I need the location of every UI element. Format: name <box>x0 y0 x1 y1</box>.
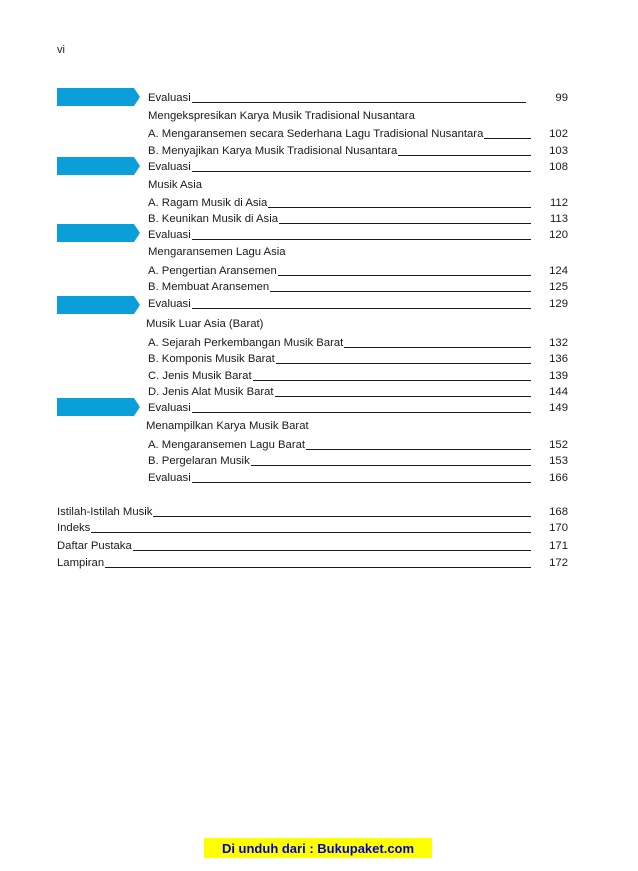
toc-entry-label: Evaluasi <box>148 472 191 484</box>
toc-leader-line <box>91 531 531 533</box>
toc-entry-label: Evaluasi <box>148 92 191 104</box>
toc-entry-label: B. Membuat Aransemen <box>148 281 270 293</box>
toc-entry-label: D. Jenis Alat Musik Barat <box>148 386 274 398</box>
toc-entry-label: B. Menyajikan Karya Musik Tradisional Nusantara <box>148 145 398 157</box>
toc-entry[interactable] <box>57 553 533 570</box>
toc-leader-line <box>105 566 531 568</box>
toc-page-number: 170 <box>549 522 568 534</box>
download-footer[interactable]: Di unduh dari : Bukupaket.com <box>204 838 432 858</box>
toc-page-number: 172 <box>549 557 568 569</box>
section-heading: Musik Asia <box>148 179 202 191</box>
toc-leader-line <box>251 464 531 466</box>
section-heading: Mengekspresikan Karya Musik Tradisional Nusantara <box>148 110 415 122</box>
toc-entry[interactable] <box>57 518 533 535</box>
toc-leader-line <box>253 379 531 381</box>
toc-page-number: 112 <box>549 197 568 209</box>
chapter-tab-arrow <box>134 398 140 416</box>
toc-page-number: 153 <box>549 455 568 467</box>
chapter-tab-arrow <box>134 296 140 314</box>
toc-entry-label: B. Keunikan Musik di Asia <box>148 213 278 225</box>
toc-leader-line <box>192 307 531 309</box>
toc-entry-label: Daftar Pustaka <box>57 540 132 552</box>
toc-entry-label: A. Pengertian Aransemen <box>148 265 277 277</box>
toc-leader-line <box>270 290 531 292</box>
toc-leader-line <box>484 137 531 139</box>
toc-page-number: 108 <box>549 161 568 173</box>
toc-entry[interactable] <box>148 157 533 174</box>
chapter-tab <box>57 224 134 242</box>
toc-page-number: 120 <box>549 229 568 241</box>
chapter-tab-arrow <box>134 157 140 175</box>
toc-page-number: 129 <box>549 298 568 310</box>
toc-entry[interactable] <box>148 451 533 468</box>
toc-page-number: 132 <box>549 337 568 349</box>
toc-page-number: 144 <box>549 386 568 398</box>
toc-entry-label: Lampiran <box>57 557 105 569</box>
toc-entry[interactable] <box>148 435 533 452</box>
toc-entry-label: Istilah-Istilah Musik <box>57 506 153 518</box>
toc-page-number: 149 <box>549 402 568 414</box>
toc-leader-line <box>192 411 531 413</box>
toc-leader-line <box>275 395 531 397</box>
toc-page-number: 168 <box>549 506 568 518</box>
toc-leader-line <box>192 101 526 103</box>
toc-entry-label: Evaluasi <box>148 298 191 310</box>
toc-leader-line <box>278 274 531 276</box>
toc-page-number: 171 <box>549 540 568 552</box>
toc-entry-label: A. Mengaransemen secara Sederhana Lagu Tradisional Nusantara <box>148 128 484 140</box>
toc-leader-line <box>398 154 531 156</box>
toc-entry-label: A. Sejarah Perkembangan Musik Barat <box>148 337 344 349</box>
toc-leader-line <box>344 346 531 348</box>
toc-entry[interactable] <box>148 382 533 399</box>
chapter-tab-arrow <box>134 224 140 242</box>
toc-page-number: 152 <box>549 439 568 451</box>
toc-page-number: 166 <box>549 472 568 484</box>
toc-entry[interactable] <box>148 333 533 350</box>
toc-entry[interactable] <box>148 225 533 242</box>
toc-entry[interactable] <box>148 294 533 311</box>
toc-entry[interactable] <box>148 277 533 294</box>
section-heading: Musik Luar Asia (Barat) <box>146 318 264 330</box>
toc-entry-label: Indeks <box>57 522 91 534</box>
toc-leader-line <box>306 448 531 450</box>
chapter-tab <box>57 88 134 106</box>
section-heading: Menampilkan Karya Musik Barat <box>146 420 309 432</box>
toc-leader-line <box>192 170 531 172</box>
toc-leader-line <box>279 222 531 224</box>
toc-leader-line <box>192 238 531 240</box>
toc-entry-label: Evaluasi <box>148 229 191 241</box>
section-heading: Mengaransemen Lagu Asia <box>148 246 286 258</box>
toc-page-number: 99 <box>555 92 568 104</box>
toc-entry-label: A. Ragam Musik di Asia <box>148 197 268 209</box>
chapter-tab <box>57 398 134 416</box>
toc-page-number: 125 <box>549 281 568 293</box>
toc-entry[interactable] <box>148 209 533 226</box>
toc-entry[interactable] <box>148 261 533 278</box>
toc-entry[interactable] <box>148 124 533 141</box>
toc-entry[interactable] <box>148 468 533 485</box>
toc-page-number: 136 <box>549 353 568 365</box>
toc-entry[interactable] <box>57 502 533 519</box>
toc-entry[interactable] <box>148 193 533 210</box>
toc-entry[interactable] <box>148 349 533 366</box>
toc-entry[interactable] <box>148 398 533 415</box>
toc-leader-line <box>153 515 531 517</box>
toc-entry-label: C. Jenis Musik Barat <box>148 370 252 382</box>
toc-entry-label: Evaluasi <box>148 402 191 414</box>
chapter-tab-arrow <box>134 88 140 106</box>
toc-leader-line <box>268 206 531 208</box>
toc-entry-label: Evaluasi <box>148 161 191 173</box>
toc-entry-label: B. Komponis Musik Barat <box>148 353 275 365</box>
toc-entry[interactable] <box>148 88 528 105</box>
toc-page-number: 124 <box>549 265 568 277</box>
page-number: vi <box>57 44 65 56</box>
toc-page-number: 103 <box>549 145 568 157</box>
chapter-tab <box>57 296 134 314</box>
toc-page-number: 139 <box>549 370 568 382</box>
toc-leader-line <box>276 362 531 364</box>
toc-entry[interactable] <box>148 141 533 158</box>
toc-entry-label: A. Mengaransemen Lagu Barat <box>148 439 305 451</box>
toc-entry[interactable] <box>57 536 533 553</box>
toc-entry-label: B. Pergelaran Musik <box>148 455 250 467</box>
chapter-tab <box>57 157 134 175</box>
toc-page-number: 102 <box>549 128 568 140</box>
toc-page-number: 113 <box>549 213 568 225</box>
toc-entry[interactable] <box>148 366 533 383</box>
toc-leader-line <box>133 549 531 551</box>
toc-leader-line <box>192 481 531 483</box>
